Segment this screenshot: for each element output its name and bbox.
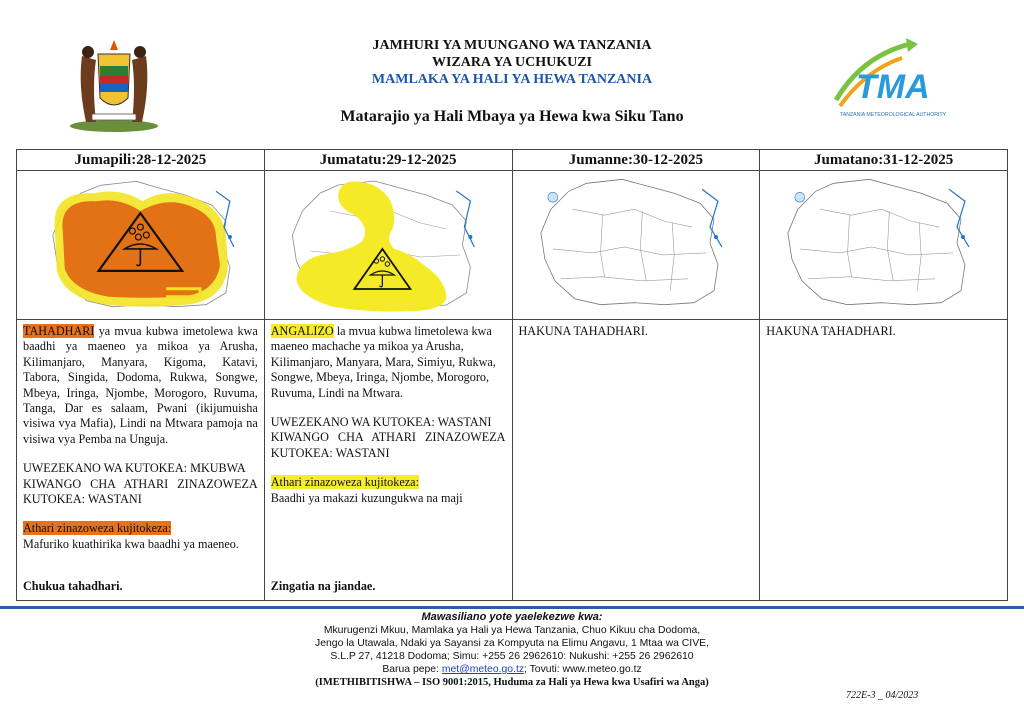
date-header-day4: Jumatano:31-12-2025 bbox=[760, 150, 1008, 171]
map-cell-day4 bbox=[760, 171, 1008, 320]
warning-description-day2: ANGALIZO la mvua kubwa limetolewa kwa maeneo machache ya mikoa ya Arusha, Kilimanjaro, Manyara, Mara, Simiyu, Rukwa, Songwe, Mbeya, Iringa, Njombe, Morogoro, Ruvuma, Lindi na Mtwara. bbox=[270, 324, 496, 400]
text-row bbox=[17, 320, 1008, 601]
impact-level-day2: KIWANGO CHA ATHARI ZINAZOWEZA KUTOKEA: WASTANI bbox=[270, 430, 506, 460]
document-title: Matarajio ya Hali Mbaya ya Hewa kwa Siku Tano bbox=[340, 108, 684, 125]
no-warning-day4: HAKUNA TAHADHARI. bbox=[766, 324, 896, 338]
impacts-day1: Mafuriko kuathirika kwa baadhi ya maeneo. bbox=[23, 536, 239, 551]
likelihood-day1: UWEZEKANO WA KUTOKEA: MKUBWA bbox=[23, 461, 246, 476]
document-header bbox=[0, 0, 1024, 145]
date-header-day3: Jumanne:30-12-2025 bbox=[512, 150, 760, 171]
map-row bbox=[17, 171, 1008, 320]
document-reference: 722E-3 _ 04/2023 bbox=[846, 690, 919, 701]
text-cell-day4 bbox=[760, 320, 1008, 601]
no-warning-day3: HAKUNA TAHADHARI. bbox=[518, 324, 648, 338]
text-cell-day1 bbox=[17, 320, 265, 601]
iso-certification: (IMETHIBITISHWA – ISO 9001:2015, Huduma za Hali ya Hewa kwa Usafiri wa Anga) bbox=[315, 677, 709, 688]
footer-address-line2: Jengo la Utawala, Ndaki ya Sayansi za Kompyuta na Elimu Angavu, 1 Mtaa wa CIVE, bbox=[315, 638, 709, 649]
date-header-row bbox=[17, 150, 1008, 171]
tanzania-map-day4 bbox=[760, 171, 1007, 319]
text-cell-day2 bbox=[264, 320, 512, 601]
footer-divider bbox=[0, 606, 1024, 609]
ministry-name: WIZARA YA UCHUKUZI bbox=[432, 55, 592, 70]
advice-day2: Zingatia na jiandae. bbox=[270, 578, 376, 593]
advice-day1: Chukua tahadhari. bbox=[23, 578, 123, 593]
footer-address-line3: S.L.P 27, 41218 Dodoma; Simu: +255 26 2962610: Nukushi: +255 26 2962610 bbox=[330, 651, 694, 662]
warning-description-day1: TAHADHARI ya mvua kubwa imetolewa kwa baadhi ya maeneo ya mikoa ya Arusha, Kilimanjaro, Manyara, Kigoma, Katavi, Tabora, Singida, Dodoma, Rukwa, Songwe, Mbeya, Iringa, Njombe, Morogoro, Ruvuma, Tanga, Dar es salaam, Pwani (ikijumuisha visiwa vya Mafia), Lindi na Mtwara pamoja na visiwa vya Pemba na Unguja. bbox=[23, 324, 258, 446]
authority-name: MAMLAKA YA HALI YA HEWA TANZANIA bbox=[371, 72, 653, 87]
impacts-heading-day2: Athari zinazoweza kujitokeza: bbox=[270, 475, 419, 490]
impacts-heading-day1: Athari zinazoweza kujitokeza: bbox=[23, 521, 172, 536]
tma-logo-icon bbox=[822, 36, 952, 126]
tma-logo-subtext: TANZANIA METEOROLOGICAL AUTHORITY bbox=[840, 112, 947, 118]
map-cell-day2 bbox=[264, 171, 512, 320]
country-name: JAMHURI YA MUUNGANO WA TANZANIA bbox=[372, 38, 652, 53]
text-cell-day3 bbox=[512, 320, 760, 601]
footer-address-line1: Mkurugenzi Mkuu, Mamlaka ya Hali ya Hewa Tanzania, Chuo Kikuu cha Dodoma, bbox=[323, 625, 701, 636]
warning-level-badge-day2: ANGALIZO bbox=[270, 324, 334, 338]
footer-contact-line: Barua pepe: met@meteo.go.tz; Tovuti: www.meteo.go.tz bbox=[382, 664, 642, 675]
contact-footer bbox=[0, 611, 1024, 689]
forecast-table bbox=[16, 149, 1008, 601]
date-header-day1: Jumapili:28-12-2025 bbox=[17, 150, 265, 171]
tanzania-map-day2 bbox=[265, 171, 512, 319]
warning-level-badge-day1: TAHADHARI bbox=[23, 324, 95, 338]
tanzania-map-day1 bbox=[17, 171, 264, 319]
email-link[interactable]: met@meteo.go.tz bbox=[441, 664, 525, 675]
map-cell-day1 bbox=[17, 171, 265, 320]
date-header-day2: Jumatatu:29-12-2025 bbox=[264, 150, 512, 171]
map-cell-day3 bbox=[512, 171, 760, 320]
impacts-day2: Baadhi ya makazi kuzungukwa na maji bbox=[270, 490, 463, 505]
tma-logo-text: TMA bbox=[856, 68, 930, 106]
footer-title: Mawasiliano yote yaelekezwe kwa: bbox=[421, 611, 603, 623]
impact-level-day1: KIWANGO CHA ATHARI ZINAZOWEZA KUTOKEA: WASTANI bbox=[23, 476, 258, 507]
likelihood-day2: UWEZEKANO WA KUTOKEA: WASTANI bbox=[270, 415, 492, 430]
tanzania-map-day3 bbox=[513, 171, 760, 319]
